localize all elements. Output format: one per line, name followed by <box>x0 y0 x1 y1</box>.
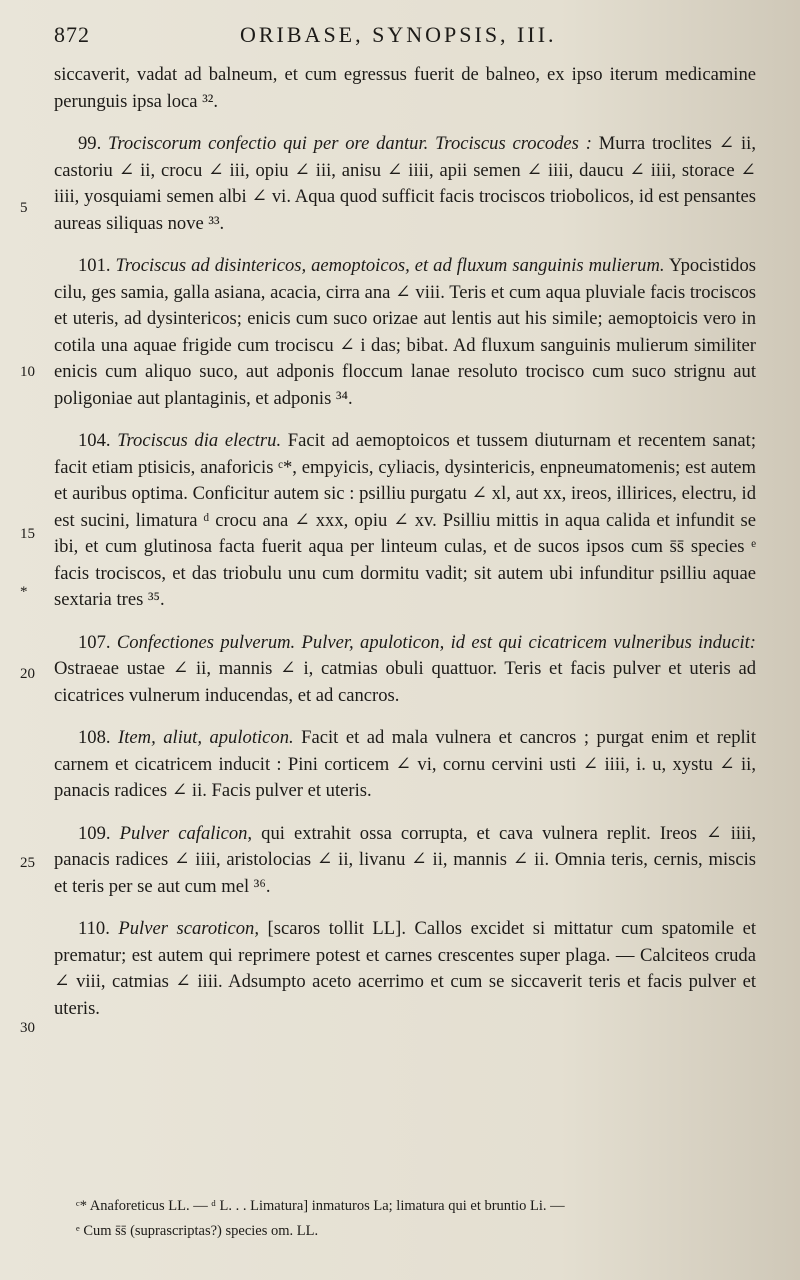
page-number: 872 <box>54 22 90 47</box>
paragraph-text: Facit et ad mala vulnera et cancros ; purgat enim et replit carnem et cicatricem inducit : Pini corticem ∠ vi, cornu cervini usti ∠ iiii, i. u, xystu ∠ ii, panacis radices ∠ ii. Facis pulver et uteris. <box>54 727 756 801</box>
paragraph-title: Confectiones pulverum. Pulver, apuloticon, id est qui cicatricem vulneribus inducit: <box>116 631 756 653</box>
paragraph-title: Pulver scaroticon, <box>118 918 259 939</box>
line-number: 25 <box>20 855 35 871</box>
paragraph-title: Trociscus dia electru. <box>117 430 282 451</box>
line-number: 20 <box>20 666 35 682</box>
paragraph-number: 101. <box>78 255 111 276</box>
paragraph-text: qui extrahit ossa corrupta, et cava vulnera replit. Ireos ∠ iiii, panacis radices ∠ iiii, aristolocias ∠ ii, livanu ∠ ii, mannis ∠ ii. Omnia teris, cernis, miscis et teris per se aut cum mel ³⁶. <box>54 822 757 897</box>
paragraph-number: 104. <box>78 430 111 451</box>
line-number: 15 <box>20 526 35 542</box>
paragraph <box>54 630 756 710</box>
paragraph-title: Item, aliut, apuloticon. <box>118 727 294 748</box>
paragraph <box>54 916 756 1022</box>
paragraph-title: Pulver cafalicon, <box>119 822 253 844</box>
paragraph <box>54 131 756 237</box>
footnote: ᶜ* Anaforeticus LL. — ᵈ L. . . Limatura] inmaturos La; limatura qui et bruntio Li. — <box>76 1198 565 1214</box>
paragraph <box>54 725 756 805</box>
line-number: 5 <box>20 200 28 216</box>
running-header <box>54 22 754 52</box>
paragraph-text: Ypocistidos cilu, ges samia, galla asiana, acacia, cirra ana ∠ viii. Teris et cum aqua pluviale facis trociscos et uteris, ad dysintericos; enicis cum suco orizae aut lentis aut his simile; aemoptoicis vero in cotila una aquae frigide cum trociscu ∠ i das; bibat. Ad fluxum sanguinis mulierum similiter enicis cum aliquo suco, aut adponis floccum lanae resoluto trocisco cum suco strignu aut poligoniae aut plantaginis, et adponis ³⁴. <box>54 255 756 409</box>
paragraph-text: siccaverit, vadat ad balneum, et cum egressus fuerit de balneo, ex ipso iterum medicamine perunguis ipsa loca ³². <box>54 64 756 112</box>
line-number: 10 <box>20 364 35 380</box>
paragraph <box>54 821 756 901</box>
paragraph-text: Ostraeae ustae ∠ ii, mannis ∠ i, catmias obuli quattuor. Teris et facis pulver et uteris ad cicatrices vulnerum inducendas, et ad cancros. <box>54 658 756 706</box>
paragraph-text: Murra troclites ∠ ii, castoriu ∠ ii, crocu ∠ iii, opiu ∠ iii, anisu ∠ iiii, apii semen ∠ iiii, daucu ∠ iiii, storace ∠ iiii, yosquiami semen albi ∠ vi. Aqua quod sufficit facis trociscos triobolicos, id est pensantes aureas siliquas nove ³³. <box>54 133 756 234</box>
paragraph <box>54 253 756 412</box>
paragraph-number: 99. <box>78 133 102 154</box>
main-text <box>54 62 756 1038</box>
line-number: * <box>20 584 28 600</box>
paragraph-number: 107. <box>78 631 111 653</box>
paragraph-text: [scaros tollit LL]. Callos excidet si mittatur cum spatomile et prematur; est autem qui reprimere potest et carnes crescentes super plaga. — Calciteos cruda ∠ viii, catmias ∠ iiii. Adsumpto aceto acerrimo et cum se siccaverit teris et facis pulver et uteris. <box>54 918 756 1019</box>
paragraph-title: Trociscorum confectio qui per ore dantur. Trociscus crocodes : <box>108 133 592 154</box>
footnotes <box>54 1194 756 1244</box>
paragraph-title: Trociscus ad disintericos, aemoptoicos, et ad fluxum sanguinis mulierum. <box>115 255 665 276</box>
paragraph-number: 110. <box>78 918 110 939</box>
paragraph-number: 108. <box>78 727 111 748</box>
line-number: 30 <box>20 1020 35 1036</box>
paragraph-number: 109. <box>78 822 111 844</box>
paragraph-text: Facit ad aemoptoicos et tussem diuturnam et recentem sanat; facit etiam ptisicis, anaforicis ᶜ*, empyicis, cyliacis, dysintericis, enpneumatomenis; est autem et auribus optima. Conficitur autem sic : psilliu purgatu ∠ xl, aut xx, ireos, illirices, electru, id est sucini, limatura ᵈ crocu ana ∠ xxx, opiu ∠ xv. Psilliu mittis in aqua calida et infundit se ibi, et cum glutinosa facta fuerit aqua per linteum culas, et de sucos ipsos cum s̄s̄ species ᵉ facis trociscos, et das triobulu unu cum dormitu vadit; sit autem ubi infunditur psilliu aquae sextaria tres ³⁵. <box>54 430 756 610</box>
footnote: ᵉ Cum s̄s̄ (suprascriptas?) species om. LL. <box>76 1223 319 1239</box>
paragraph <box>54 62 756 115</box>
paragraph <box>54 428 756 614</box>
running-title: ORIBASE, SYNOPSIS, III. <box>240 22 557 47</box>
